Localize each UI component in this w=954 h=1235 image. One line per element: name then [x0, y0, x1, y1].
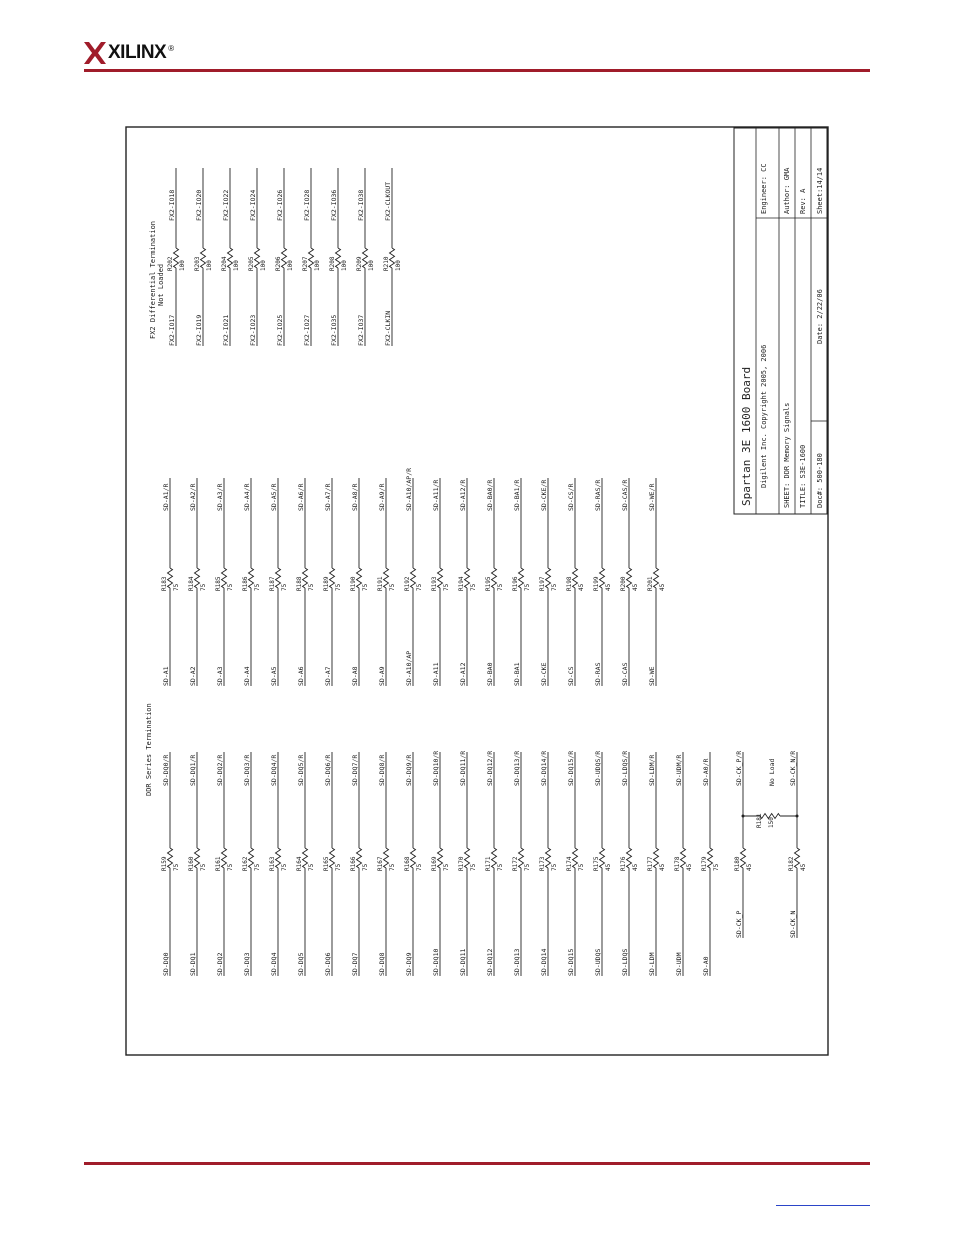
addr-row-out-label: SD-A1/R	[162, 483, 170, 511]
fx2-row-value-label: 100	[341, 260, 348, 271]
dq-row-net-label: SD-DQ2	[216, 952, 224, 976]
addr-row-ref-label: R187	[269, 576, 276, 591]
fx2-row-value-label: 100	[206, 260, 213, 271]
dq-row-net-label: SD-DQ7	[351, 952, 359, 976]
addr-row-net-label: SD-A11	[432, 662, 440, 686]
addr-row-net-label: SD-A6	[297, 666, 305, 686]
addr-row-resistor	[276, 568, 281, 588]
dq-row-out-label: SD-DQ5/R	[297, 754, 305, 786]
addr-row-resistor	[249, 568, 254, 588]
dq-row-resistor	[357, 848, 362, 868]
fx2-row-resistor	[174, 248, 179, 268]
addr-row-out-label: SD-A7/R	[324, 483, 332, 511]
dq-row-resistor	[411, 848, 416, 868]
addr-row-net-label: SD-A9	[378, 666, 386, 686]
fx2-row-value-label: 100	[395, 260, 402, 271]
dq-row-resistor	[249, 848, 254, 868]
addr-row-resistor	[546, 568, 551, 588]
addr-row-net-label: SD-CAS	[621, 662, 629, 686]
addr-row-value-label: 75	[254, 583, 261, 591]
dq-row-out-label: SD-UDM/R	[675, 754, 683, 786]
fx2-row-value-label: 100	[314, 260, 321, 271]
fx2-row-resistor	[255, 248, 260, 268]
fx2-row-out-label: FX2-IO36	[330, 189, 338, 221]
fx2-row-net-label: FX2-IO23	[249, 314, 257, 346]
addr-row-value-label: 75	[227, 583, 234, 591]
addr-row-value-label: 75	[362, 583, 369, 591]
fx2-section-subtitle: Not Loaded	[157, 263, 165, 306]
fx2-row-out-label: FX2-CLKOUT	[384, 181, 392, 221]
dq-row-net-label: SD-UDM	[675, 952, 683, 976]
tb-date: Date: 2/22/06	[816, 289, 824, 344]
addr-row-out-label: SD-RAS/R	[594, 479, 602, 511]
dq-row-out-label: SD-DQ4/R	[270, 754, 278, 786]
addr-row-resistor	[303, 568, 308, 588]
addr-row-value-label: 75	[551, 583, 558, 591]
addr-row-resistor	[519, 568, 524, 588]
clk-p-value-label: 45	[746, 863, 753, 871]
addr-row-resistor	[492, 568, 497, 588]
addr-row-net-label: SD-CKE	[540, 662, 548, 686]
addr-row-ref-label: R190	[350, 576, 357, 591]
addr-row-value-label: 75	[389, 583, 396, 591]
addr-row-value-label: 75	[281, 583, 288, 591]
addr-row-ref-label: R192	[404, 576, 411, 591]
dq-row-net-label: SD-DQ10	[432, 948, 440, 976]
addr-row-net-label: SD-A10/AP	[405, 650, 413, 686]
addr-row-value-label: 75	[497, 583, 504, 591]
fx2-row-net-label: FX2-IO19	[195, 314, 203, 346]
dq-row-ref-label: R165	[323, 856, 330, 871]
tb-rev: Rev: A	[799, 188, 807, 214]
addr-row-resistor	[411, 568, 416, 588]
dq-row-out-label: SD-DQ11/R	[459, 750, 467, 786]
dq-row-out-label: SD-DQ7/R	[351, 754, 359, 786]
fx2-row-out-label: FX2-IO18	[168, 189, 176, 221]
title-block	[734, 128, 827, 514]
fx2-row-out-label: FX2-IO24	[249, 189, 257, 221]
fx2-row-net-label: FX2-CLKIN	[384, 310, 392, 346]
clk-p-resistor	[741, 848, 746, 868]
addr-row-ref-label: R194	[458, 576, 465, 591]
dq-row-resistor	[519, 848, 524, 868]
dq-row-net-label: SD-DQ15	[567, 948, 575, 976]
fx2-row-resistor	[309, 248, 314, 268]
addr-row-value-label: 75	[470, 583, 477, 591]
fx2-row-resistor	[336, 248, 341, 268]
dq-row-resistor	[627, 848, 632, 868]
dq-row-ref-label: R166	[350, 856, 357, 871]
addr-row-ref-label: R199	[593, 576, 600, 591]
addr-row-resistor	[168, 568, 173, 588]
dq-row-ref-label: R164	[296, 856, 303, 871]
fx2-row-value-label: 100	[287, 260, 294, 271]
dq-row-ref-label: R171	[485, 856, 492, 871]
dq-row-out-label: SD-DQ12/R	[486, 750, 494, 786]
dq-row-ref-label: R173	[539, 856, 546, 871]
dq-row-value-label: 75	[335, 863, 342, 871]
dq-row-resistor	[600, 848, 605, 868]
dq-row-value-label: 75	[470, 863, 477, 871]
dq-row-out-label: SD-DQ3/R	[243, 754, 251, 786]
dq-row-out-label: SD-DQ10/R	[432, 750, 440, 786]
dq-row-value-label: 75	[443, 863, 450, 871]
dq-row-ref-label: R161	[215, 856, 222, 871]
addr-row-resistor	[627, 568, 632, 588]
dq-row-ref-label: R174	[566, 856, 573, 871]
addr-row-resistor	[222, 568, 227, 588]
dq-row-net-label: SD-LDM	[648, 952, 656, 976]
dq-row-value-label: 75	[524, 863, 531, 871]
dq-row-out-label: SD-A0/R	[702, 758, 710, 786]
dq-row-out-label: SD-DQ8/R	[378, 754, 386, 786]
addr-row-out-label: SD-A5/R	[270, 483, 278, 511]
addr-row-out-label: SD-A11/R	[432, 479, 440, 511]
addr-row-net-label: SD-WE	[648, 666, 656, 686]
fx2-row-resistor	[201, 248, 206, 268]
addr-row-out-label: SD-BA1/R	[513, 479, 521, 511]
addr-row-value-label: 45	[659, 583, 666, 591]
addr-row-out-label: SD-A8/R	[351, 483, 359, 511]
tb-doc: Doc#: 500-180	[816, 453, 824, 508]
addr-row-net-label: SD-A3	[216, 666, 224, 686]
addr-row-out-label: SD-BA0/R	[486, 479, 494, 511]
addr-row-ref-label: R200	[620, 576, 627, 591]
addr-row-out-label: SD-A9/R	[378, 483, 386, 511]
addr-row-value-label: 75	[335, 583, 342, 591]
addr-row-ref-label: R191	[377, 576, 384, 591]
schematic-sheet	[125, 126, 829, 1056]
addr-row-ref-label: R185	[215, 576, 222, 591]
dq-row-resistor	[222, 848, 227, 868]
dq-row-net-label: SD-DQ11	[459, 948, 467, 976]
addr-row-value-label: 75	[200, 583, 207, 591]
dq-row-value-label: 75	[362, 863, 369, 871]
fx2-row-ref-label: R208	[329, 256, 336, 271]
addr-row-ref-label: R196	[512, 576, 519, 591]
fx2-row-value-label: 100	[179, 260, 186, 271]
dq-row-value-label: 75	[173, 863, 180, 871]
ddr-dq-group	[161, 751, 720, 976]
fx2-row-out-label: FX2-IO20	[195, 189, 203, 221]
addr-row-net-label: SD-A12	[459, 662, 467, 686]
dq-row-ref-label: R159	[161, 856, 168, 871]
addr-row-out-label: SD-A12/R	[459, 479, 467, 511]
addr-row-resistor	[330, 568, 335, 588]
clk-term-ref-label: R181	[756, 813, 763, 828]
dq-row-ref-label: R170	[458, 856, 465, 871]
ddr-section-title: DDR Series Termination	[145, 703, 153, 796]
addr-row-net-label: SD-A7	[324, 666, 332, 686]
addr-row-out-label: SD-A3/R	[216, 483, 224, 511]
dq-row-value-label: 45	[686, 863, 693, 871]
dq-row-net-label: SD-DQ12	[486, 948, 494, 976]
ddr-clock-group	[734, 751, 807, 938]
addr-row-resistor	[654, 568, 659, 588]
dq-row-resistor	[303, 848, 308, 868]
addr-row-resistor	[384, 568, 389, 588]
addr-row-value-label: 75	[416, 583, 423, 591]
header-rule	[84, 69, 870, 72]
addr-row-ref-label: R197	[539, 576, 546, 591]
addr-row-out-label: SD-CS/R	[567, 483, 575, 511]
addr-row-net-label: SD-RAS	[594, 662, 602, 686]
brand-name: XILINX	[108, 42, 167, 63]
addr-row-resistor	[465, 568, 470, 588]
dq-row-net-label: SD-DQ6	[324, 952, 332, 976]
fx2-row-value-label: 100	[260, 260, 267, 271]
tb-copyright: Digilent Inc. Copyright 2005, 2006	[760, 344, 768, 488]
addr-row-net-label: SD-A2	[189, 666, 197, 686]
dq-row-out-label: SD-DQ9/R	[405, 754, 413, 786]
addr-row-out-label: SD-CAS/R	[621, 479, 629, 511]
tb-sheet-number: Sheet:14/14	[816, 167, 824, 214]
dq-row-ref-label: R169	[431, 856, 438, 871]
fx2-section-title: FX2 Differential Termination	[149, 220, 157, 339]
dq-row-value-label: 75	[254, 863, 261, 871]
addr-row-net-label: SD-A1	[162, 666, 170, 686]
dq-row-ref-label: R160	[188, 856, 195, 871]
dq-row-net-label: SD-DQ13	[513, 948, 521, 976]
dq-row-resistor	[168, 848, 173, 868]
xilinx-x-icon	[84, 42, 106, 64]
addr-row-value-label: 45	[632, 583, 639, 591]
dq-row-out-label: SD-DQ14/R	[540, 750, 548, 786]
dq-row-value-label: 75	[200, 863, 207, 871]
clk-n-value-label: 45	[800, 863, 807, 871]
dq-row-value-label: 75	[389, 863, 396, 871]
addr-row-net-label: SD-BA0	[486, 662, 494, 686]
addr-row-out-label: SD-A6/R	[297, 483, 305, 511]
dq-row-net-label: SD-DQ8	[378, 952, 386, 976]
dq-row-net-label: SD-DQ14	[540, 948, 548, 976]
dq-row-net-label: SD-UDQS	[594, 948, 602, 976]
dq-row-value-label: 45	[659, 863, 666, 871]
addr-row-net-label: SD-CS	[567, 666, 575, 686]
dq-row-resistor	[654, 848, 659, 868]
dq-row-resistor	[276, 848, 281, 868]
dq-row-ref-label: R178	[674, 856, 681, 871]
dq-row-ref-label: R175	[593, 856, 600, 871]
fx2-row-net-label: FX2-IO21	[222, 314, 230, 346]
dq-row-resistor	[681, 848, 686, 868]
addr-row-resistor	[438, 568, 443, 588]
addr-row-resistor	[600, 568, 605, 588]
fx2-row-net-label: FX2-IO37	[357, 314, 365, 346]
registered-mark: ®	[168, 43, 175, 53]
fx2-row-ref-label: R205	[248, 256, 255, 271]
dq-row-out-label: SD-UDQS/R	[594, 750, 602, 786]
tb-engineer: Engineer: CC	[760, 163, 768, 214]
dq-row-resistor	[465, 848, 470, 868]
dq-row-resistor	[708, 848, 713, 868]
addr-row-value-label: 75	[524, 583, 531, 591]
addr-row-ref-label: R186	[242, 576, 249, 591]
clk-term-note: No Load	[768, 758, 776, 786]
dq-row-out-label: SD-DQ2/R	[216, 754, 224, 786]
fx2-row-net-label: FX2-IO27	[303, 314, 311, 346]
dq-row-net-label: SD-DQ3	[243, 952, 251, 976]
dq-row-out-label: SD-DQ6/R	[324, 754, 332, 786]
dq-row-net-label: SD-DQ1	[189, 952, 197, 976]
fx2-row-net-label: FX2-IO35	[330, 314, 338, 346]
dq-row-ref-label: R177	[647, 856, 654, 871]
fx2-row-ref-label: R204	[221, 256, 228, 271]
dq-row-ref-label: R162	[242, 856, 249, 871]
addr-row-out-label: SD-A10/AP/R	[405, 467, 413, 511]
fx2-row-net-label: FX2-IO25	[276, 314, 284, 346]
tb-sheet: SHEET: DDR Memory Signals	[783, 402, 791, 508]
dq-row-value-label: 45	[632, 863, 639, 871]
dq-row-value-label: 75	[713, 863, 720, 871]
clk-n-resistor	[795, 848, 800, 868]
dq-row-value-label: 75	[281, 863, 288, 871]
tb-author: Author: GMA	[783, 167, 791, 214]
addr-row-ref-label: R195	[485, 576, 492, 591]
addr-row-ref-label: R184	[188, 576, 195, 591]
fx2-row-ref-label: R210	[383, 256, 390, 271]
fx2-row-resistor	[228, 248, 233, 268]
clk-n-out-label: SD-CK_N/R	[789, 750, 797, 786]
dq-row-net-label: SD-DQ5	[297, 952, 305, 976]
addr-row-value-label: 75	[443, 583, 450, 591]
dq-row-value-label: 75	[578, 863, 585, 871]
fx2-row-ref-label: R203	[194, 256, 201, 271]
footer-rule	[84, 1162, 870, 1165]
dq-row-ref-label: R179	[701, 856, 708, 871]
clk-n-net-label: SD-CK_N	[789, 910, 797, 938]
xilinx-logo	[84, 40, 174, 66]
clk-n-ref-label: R182	[788, 856, 795, 871]
fx2-row-ref-label: R206	[275, 256, 282, 271]
fx2-group	[167, 168, 402, 346]
fx2-row-net-label: FX2-IO17	[168, 314, 176, 346]
addr-row-ref-label: R198	[566, 576, 573, 591]
ddr-address-group	[161, 468, 666, 686]
dq-row-out-label: SD-LDM/R	[648, 754, 656, 786]
dq-row-out-label: SD-DQ13/R	[513, 750, 521, 786]
dq-row-value-label: 75	[416, 863, 423, 871]
addr-row-ref-label: R201	[647, 576, 654, 591]
dq-row-out-label: SD-DQ15/R	[567, 750, 575, 786]
addr-row-value-label: 75	[173, 583, 180, 591]
addr-row-resistor	[573, 568, 578, 588]
dq-row-resistor	[384, 848, 389, 868]
fx2-row-ref-label: R209	[356, 256, 363, 271]
dq-row-out-label: SD-LDQS/R	[621, 750, 629, 786]
dq-row-net-label: SD-A0	[702, 956, 710, 976]
addr-row-net-label: SD-BA1	[513, 662, 521, 686]
fx2-row-out-label: FX2-IO28	[303, 189, 311, 221]
addr-row-out-label: SD-A4/R	[243, 483, 251, 511]
clk-term-value-label: 150	[768, 817, 775, 828]
dq-row-value-label: 75	[227, 863, 234, 871]
dq-row-value-label: 75	[497, 863, 504, 871]
fx2-row-value-label: 100	[368, 260, 375, 271]
addr-row-ref-label: R189	[323, 576, 330, 591]
addr-row-value-label: 75	[308, 583, 315, 591]
dq-row-value-label: 75	[551, 863, 558, 871]
addr-row-out-label: SD-WE/R	[648, 483, 656, 511]
dq-row-out-label: SD-DQ1/R	[189, 754, 197, 786]
fx2-row-ref-label: R207	[302, 256, 309, 271]
dq-row-resistor	[438, 848, 443, 868]
addr-row-resistor	[195, 568, 200, 588]
addr-row-value-label: 45	[605, 583, 612, 591]
tb-title: TITLE: S3E-1600	[799, 444, 807, 508]
clk-junction-p	[742, 815, 745, 818]
dq-row-net-label: SD-DQ9	[405, 952, 413, 976]
clk-junction-n	[796, 815, 799, 818]
addr-row-ref-label: R183	[161, 576, 168, 591]
fx2-row-resistor	[363, 248, 368, 268]
footer-link-underline[interactable]	[776, 1205, 870, 1206]
tb-board: Spartan 3E 1600 Board	[740, 366, 753, 506]
dq-row-ref-label: R163	[269, 856, 276, 871]
dq-row-value-label: 75	[308, 863, 315, 871]
addr-row-ref-label: R193	[431, 576, 438, 591]
addr-row-net-label: SD-A8	[351, 666, 359, 686]
clk-p-out-label: SD-CK_P/R	[735, 750, 743, 786]
addr-row-out-label: SD-A2/R	[189, 483, 197, 511]
dq-row-ref-label: R168	[404, 856, 411, 871]
fx2-row-resistor	[282, 248, 287, 268]
addr-row-out-label: SD-CKE/R	[540, 479, 548, 511]
fx2-row-value-label: 100	[233, 260, 240, 271]
fx2-row-ref-label: R202	[167, 256, 174, 271]
clk-p-net-label: SD-CK_P	[735, 910, 743, 938]
dq-row-net-label: SD-DQ4	[270, 952, 278, 976]
addr-row-ref-label: R188	[296, 576, 303, 591]
dq-row-net-label: SD-LDQS	[621, 948, 629, 976]
dq-row-resistor	[195, 848, 200, 868]
dq-row-resistor	[492, 848, 497, 868]
dq-row-resistor	[573, 848, 578, 868]
dq-row-resistor	[546, 848, 551, 868]
addr-row-net-label: SD-A4	[243, 666, 251, 686]
dq-row-ref-label: R172	[512, 856, 519, 871]
fx2-row-out-label: FX2-IO26	[276, 189, 284, 221]
fx2-row-resistor	[390, 248, 395, 268]
addr-row-net-label: SD-A5	[270, 666, 278, 686]
dq-row-value-label: 45	[605, 863, 612, 871]
addr-row-resistor	[357, 568, 362, 588]
dq-row-resistor	[330, 848, 335, 868]
dq-row-out-label: SD-DQ0/R	[162, 754, 170, 786]
dq-row-ref-label: R167	[377, 856, 384, 871]
addr-row-value-label: 45	[578, 583, 585, 591]
clk-p-ref-label: R180	[734, 856, 741, 871]
dq-row-net-label: SD-DQ0	[162, 952, 170, 976]
dq-row-ref-label: R176	[620, 856, 627, 871]
fx2-row-out-label: FX2-IO22	[222, 189, 230, 221]
fx2-row-out-label: FX2-IO38	[357, 189, 365, 221]
